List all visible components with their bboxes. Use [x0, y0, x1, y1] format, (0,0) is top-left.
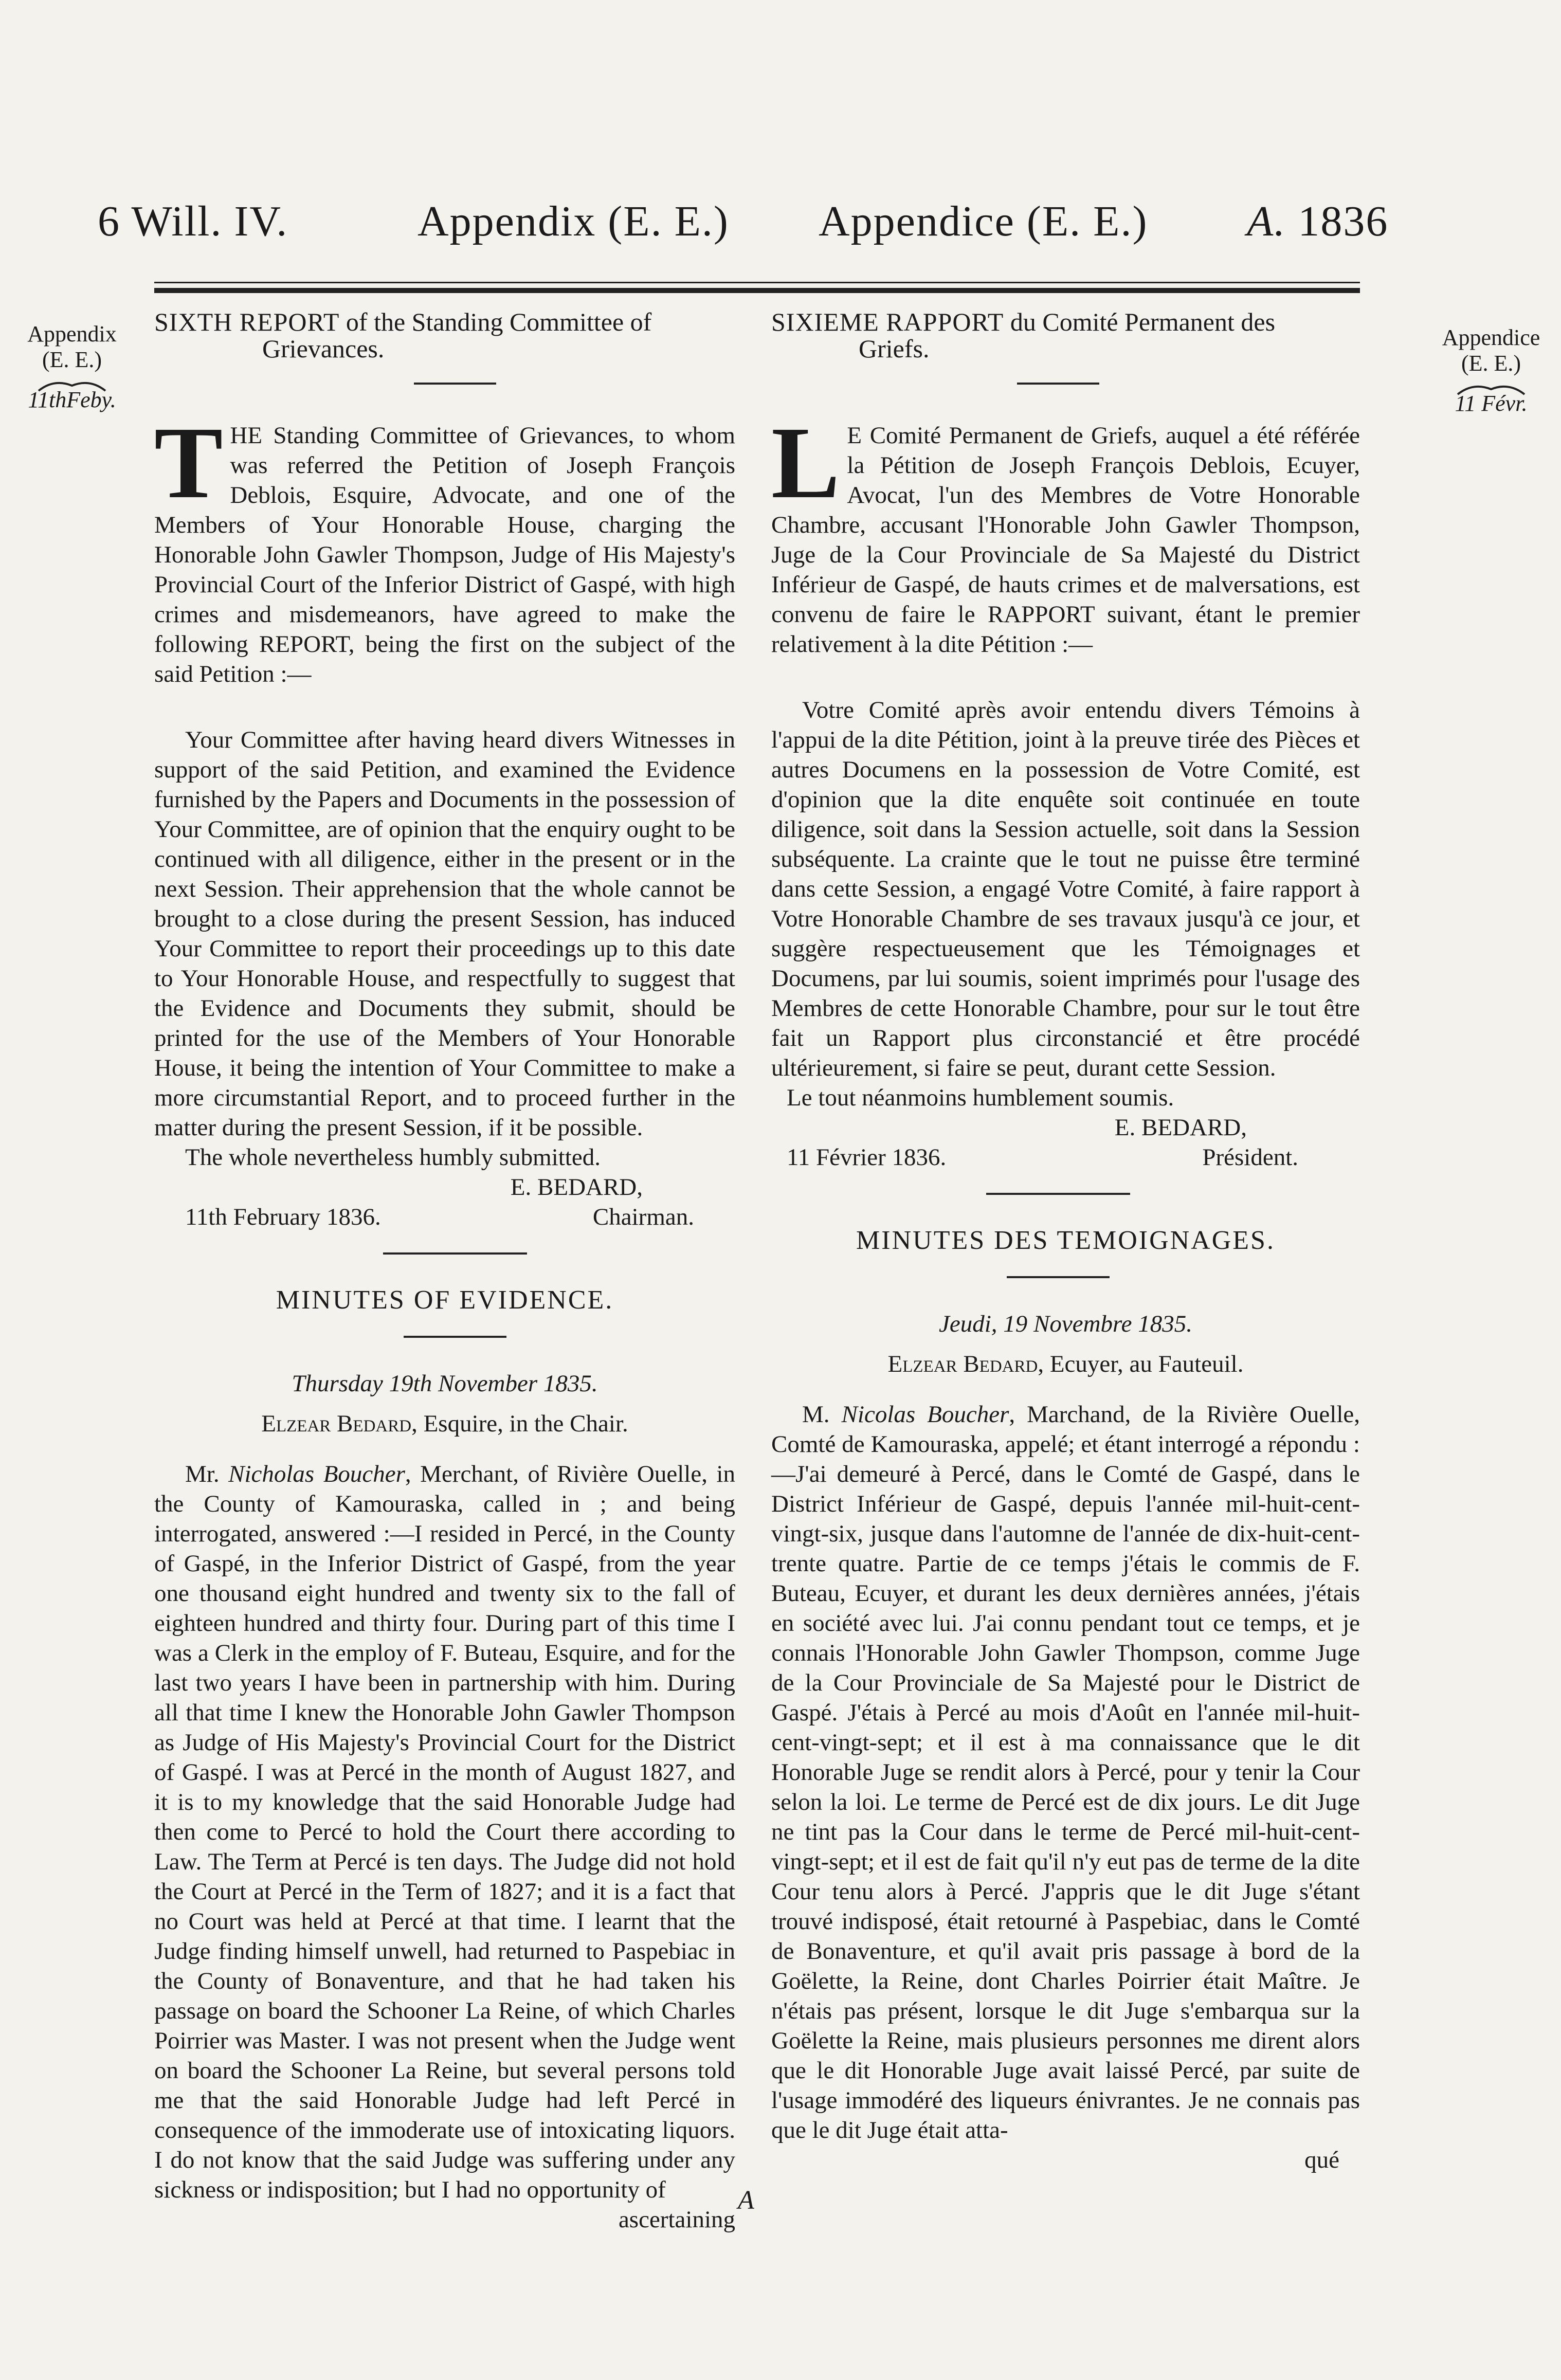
english-column — [154, 308, 756, 2234]
separator — [414, 383, 496, 385]
report-title-fr — [756, 308, 1360, 362]
session-date-rest-en: 19th November 1835. — [383, 1370, 598, 1397]
signer-fr: E. BEDARD, — [1114, 1114, 1247, 1141]
closing-en: The whole nevertheless humbly submitted. — [185, 1144, 601, 1171]
header-year-prefix: A. — [1247, 197, 1286, 245]
left-margin-code: (E. E.) — [42, 347, 102, 372]
report-date-en: 11th February 1836. — [185, 1204, 381, 1230]
report-title-caps-en: SIXTH REPORT — [154, 307, 340, 336]
chair-rest-en: , Esquire, in the Chair. — [411, 1410, 628, 1437]
chair-name-en: Elzear Bedard — [261, 1410, 412, 1437]
header-rule-thin — [154, 282, 1360, 283]
testimony-text-en: , Merchant, of Rivière Ouelle, in the County of Kamouraska, called in ; and being interrogated, answered :—I resided in Percé, in the County of Gaspé, in the Inferior District of Gaspé, from the year one thousand eight hundred and twenty six to the fall of eighteen hundred and thirty four. During part of this time I was a Clerk in the employ of F. Buteau, Esquire, and for the last two years I have been in partnership with him. During all that time I knew the Honorable John Gawler Thompson as Judge of His Majesty's Provincial Court for the District of Gaspé. I was at Percé in the month of August 1827, and it is to my knowledge that the said Honorable Judge had then come to Percé to hold the Court there according to Law. The Term at Percé is ten days. The Judge did not hold the Court at Percé in the Term of 1827; and it is a fact that no Court was held at Percé at that time. I learnt that the Judge finding himself unwell, had returned to Paspebiac in the County of Bonaventure, and that he had taken his passage on board the Schooner La Reine, of which Charles Poirrier was Master. I was not present when the Judge went on board the Schooner La Reine, but several persons told me that the said Honorable Judge had left Percé in consequence of the immoderate use of intoxicating liquors. I do not know that the said Judge was suffering under any sickness or indisposition; but I had no opportunity of — [154, 1461, 735, 2203]
separator — [383, 1252, 527, 1255]
report-intro-fr — [756, 406, 1360, 659]
margin-brace-icon — [1440, 376, 1542, 391]
signer-role-en: Chairman. — [592, 1204, 694, 1230]
report-body-fr: Votre Comité après avoir entendu divers Témoins à l'appui de la dite Pétition, joint à la preuve tirée des Pièces et autres Documens en la possession de Votre Comité, est d'opinion que la dite enquête soit continuée en toute diligence, soit dans la Session actuelle, soit dans la Session subséquente. La crainte que le tout ne puisse être terminé dans cette Session, a engagé Votre Comité, à faire rapport à Votre Honorable Chambre de ses travaux jusqu'à ce jour, et suggère respectueusement que les Témoignages et Documens, par lui soumis, soient imprimés pour l'usage des Membres de cette Honorable Chambre, pour sur le tout être fait un Rapport plus circonstancié et être procédé ultérieurement, si faire se peut, durant cette Session. — [771, 697, 1360, 1081]
witness-prefix-en: Mr. — [185, 1461, 229, 1487]
dropcap-en: T — [154, 406, 223, 520]
session-day-en: Thursday — [292, 1370, 383, 1397]
report-title-caps-fr: SIXIEME RAPPORT — [771, 307, 1004, 336]
chair-rest-fr: , Ecuyer, au Fauteuil. — [1038, 1351, 1244, 1377]
session-day-fr: Jeudi — [939, 1311, 991, 1337]
closing-fr: Le tout néanmoins humblement soumis. — [787, 1084, 1174, 1111]
separator — [986, 1193, 1130, 1195]
witness-name-en: Nicholas Boucher — [228, 1461, 405, 1487]
separator — [404, 1336, 506, 1338]
minutes-heading-fr: MINUTES DES TEMOIGNAGES. — [856, 1226, 1275, 1255]
french-column — [756, 308, 1360, 2175]
testimony-text-fr: , Marchand, de la Rivière Ouelle, Comté de Kamouraska, appelé; et étant interrogé a répondu :—J'ai demeuré à Percé, dans le Comté de Gaspé, dans le District Inférieur de Gaspé, depuis l'année mil-huit-cent-vingt-six, jusque dans l'automne de l'année de dix-huit-cent-trente quatre. Partie de ce temps j'étais le commis de F. Buteau, Ecuyer, et durant les deux dernières années, j'étais en société avec lui. J'ai connu pendant tout ce temps, et je connais l'Honorable John Gawler Thompson, comme Juge de la Cour Provinciale de Sa Majesté pour le District de Gaspé. J'étais à Percé au mois d'Août en l'année mil-huit-cent-vingt-sept; et il est à ma connaissance que le dit Honorable Juge se rendit alors à Percé, pour y tenir la Cour selon la loi. Le terme de Percé est de dix jours. Le dit Juge ne tint pas la Cour dans le terme de Percé mil-huit-cent-vingt-sept; et il est de fait qu'il n'y eut pas de terme de la dite Cour tenu alors à Percé. J'appris que le dit Juge s'étant trouvé indisposé, était retourné à Paspebiac, dans le Comté de Bonaventure, et qu'il avait pris passage à bord de la Goëlette, la Reine, dont Charles Poirrier était Maître. Je n'étais pas présent, lorsque le dit Juge s'embarqua sur la Goëlette la Reine, mais plusieurs personnes me dirent alors que le dit Honorable Juge avait laissé Percé, par suite de l'usage immodéré des liqueurs énivrantes. Je ne connais pas que le dit Juge était atta- — [771, 1401, 1360, 2143]
minutes-heading-en: MINUTES OF EVIDENCE. — [276, 1285, 614, 1315]
testimony-fr — [756, 1400, 1360, 2145]
header-year — [1247, 196, 1388, 246]
report-title-cont-en: Grievances. — [262, 334, 385, 363]
separator — [1017, 383, 1099, 385]
session-date-rest-fr: , 19 Novembre 1835. — [991, 1311, 1192, 1337]
report-date-fr: 11 Février 1836. — [787, 1144, 947, 1171]
report-intro-en — [154, 406, 756, 689]
testimony-en — [154, 1459, 756, 2205]
header-reign: 6 Will. IV. — [98, 197, 288, 245]
right-margin-label: Appendice — [1442, 325, 1540, 350]
chair-line-fr — [756, 1349, 1360, 1379]
catchword-en: ascertaining — [618, 2206, 735, 2233]
left-margin-date: 11thFeby. — [28, 387, 116, 412]
header-appendix-en: Appendix (E. E.) — [418, 197, 729, 245]
separator — [1007, 1276, 1110, 1278]
session-date-fr — [756, 1309, 1360, 1339]
left-margin-note — [21, 321, 123, 413]
report-title-rest-en: of the Standing Committee of — [339, 307, 652, 336]
signer-en: E. BEDARD, — [510, 1174, 643, 1201]
catchword-fr: qué — [1304, 2147, 1339, 2173]
report-intro-text-en: HE Standing Committee of Grievances, to whom was referred the Petition of Joseph François Deblois, Esquire, Advocate, and one of the Members of Your Honorable House, charging the Honorable John Gawler Thompson, Judge of His Majesty's Provincial Court of the Inferior District of Gaspé, with high crimes and misdemeanors, have agreed to make the following REPORT, being the first on the subject of the said Petition :— — [154, 422, 735, 687]
signer-role-fr: Président. — [1202, 1144, 1298, 1171]
session-date-en — [154, 1369, 756, 1398]
report-body-en: Your Committee after having heard divers Witnesses in support of the said Petition, and examined the Evidence furnished by the Papers and Documents in the possession of Your Committee, are of opinion that the enquiry ought to be continued with all diligence, either in the present or in the next Session. Their apprehension that the whole cannot be brought to a close during the present Session, has induced Your Committee to report their proceedings up to this date to Your Honorable House, and respectfully to suggest that the Evidence and Documents they submit, should be printed for the use of the Members of Your Honorable House, it being the intention of Your Committee to make a more circumstantial Report, and to proceed further in the matter during the present Session, if it be possible. — [154, 726, 735, 1141]
header-rule-thick — [154, 288, 1360, 293]
report-intro-text-fr: E Comité Permanent de Griefs, auquel a été référée la Pétition de Joseph François Deblois, Ecuyer, Avocat, l'un des Membres de Votre Honorable Chambre, accusant l'Honorable John Gawler Thompson, Juge de la Cour Provinciale de Sa Majesté du District Inférieur de Gaspé, de hauts crimes et de malversations, est convenu de faire le RAPPORT suivant, étant le premier relativement à la dite Pétition :— — [771, 422, 1360, 658]
chair-name-fr: Elzear Bedard — [887, 1351, 1038, 1377]
report-title-cont-fr: Griefs. — [859, 334, 930, 363]
report-title-en — [154, 308, 756, 362]
right-margin-code: (E. E.) — [1461, 351, 1521, 376]
header-year-number: 1836 — [1298, 197, 1389, 245]
report-title-rest-fr: du Comité Permanent des — [1004, 307, 1276, 336]
right-margin-note — [1440, 325, 1542, 416]
header-appendix-fr: Appendice (E. E.) — [819, 197, 1148, 245]
witness-name-fr: Nicolas Boucher — [841, 1401, 1009, 1428]
sheet-signature: A — [738, 2186, 754, 2215]
right-margin-date: 11 Févr. — [1455, 391, 1528, 416]
dropcap-fr: L — [771, 406, 840, 520]
margin-brace-icon — [21, 373, 123, 387]
left-margin-label: Appendix — [27, 321, 117, 347]
witness-prefix-fr: M. — [802, 1401, 842, 1428]
chair-line-en — [154, 1409, 756, 1439]
